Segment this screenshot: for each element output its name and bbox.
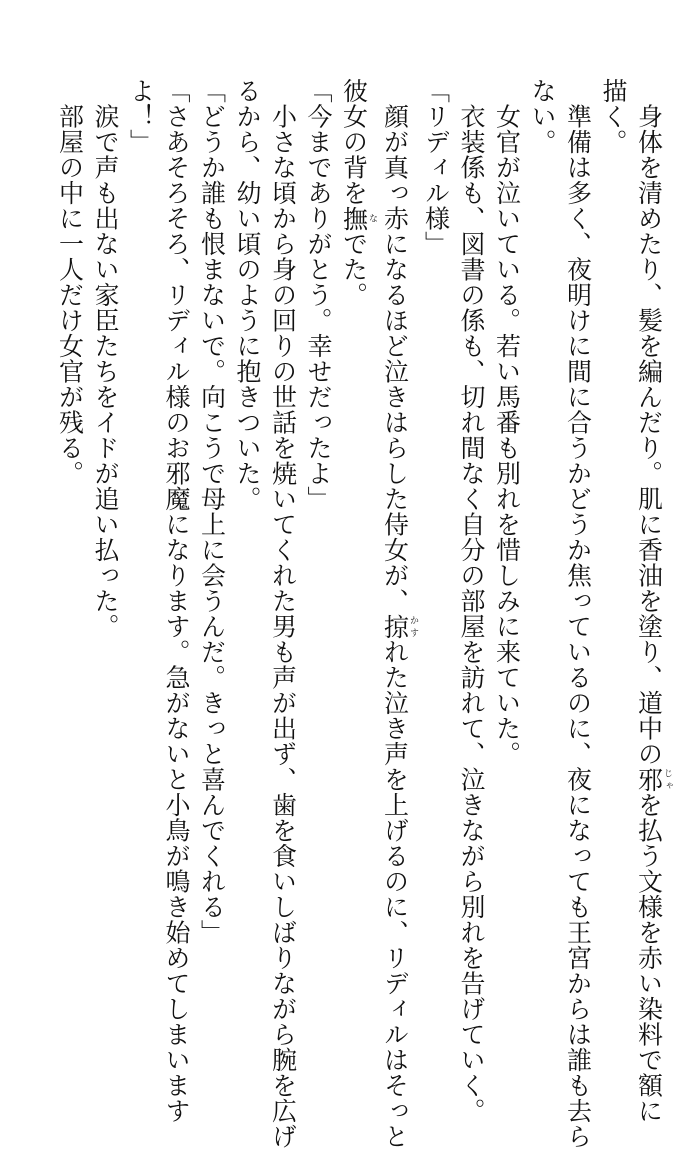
text-segment: でた。 bbox=[339, 231, 369, 308]
text-segment: れた泣き声を上げるのに、リディルはそっと bbox=[380, 639, 410, 1149]
text-line: ない。 bbox=[528, 78, 557, 155]
ruby-base: 邪 bbox=[634, 766, 664, 792]
text-line: 女官が泣いている。若い馬番も別れを惜しみに来ていた。 bbox=[492, 78, 522, 767]
ruby-base: 撫 bbox=[339, 205, 369, 231]
text-segment: を払う文様を赤い染料で額に bbox=[634, 792, 664, 1124]
ruby-kasu bbox=[380, 613, 418, 640]
text-line: 「リディル様」 bbox=[421, 78, 451, 257]
text-segment: 顔が真っ赤になるほど泣きはらした侍女が、 bbox=[380, 78, 410, 614]
text-line: 準備は多く、夜明けに間に合うかどうか焦っているのに、夜になっても王宮からは誰も去ら bbox=[563, 78, 593, 1149]
text-line: 描く。 bbox=[599, 78, 628, 155]
ruby-reading: かす bbox=[408, 613, 418, 639]
text-line: 部屋の中に一人だけ女官が残る。 bbox=[55, 78, 85, 486]
text-line: 小さな頃から身の回りの世話を焼いてくれた男も声が出ず、歯を食いしばりながら腕を広げ bbox=[268, 78, 298, 1149]
text-line: 「どうか誰も恨まないで。向こうで母上に会うんだ。きっと喜んでくれる」 bbox=[197, 78, 227, 945]
text-line: 「さあそろそろ、リディル様のお邪魔になります。急がないと小鳥が鳴き始めてしまいます bbox=[162, 78, 191, 1124]
ruby-base: 掠 bbox=[380, 613, 410, 639]
text-line: 衣装係も、図書の係も、切れ間なく自分の部屋を訪れて、泣きながら別れを告げていく。 bbox=[457, 78, 486, 1124]
text-line: るから、幼い頃のように抱きついた。 bbox=[233, 78, 262, 512]
text-line: 涙で声も出ない家臣たちをイドが追い払った。 bbox=[91, 78, 120, 639]
text-line bbox=[336, 78, 377, 978]
text-line: 「今までありがとう。幸せだったよ」 bbox=[304, 78, 333, 512]
vertical-text-body bbox=[52, 78, 672, 1149]
text-segment: 身体を清めたり、髪を編んだり。肌に香油を塗り、道中の bbox=[634, 78, 664, 767]
text-line bbox=[631, 78, 672, 1124]
ruby-reading: な bbox=[367, 205, 377, 231]
ruby-reading: じゃ bbox=[662, 766, 672, 792]
ruby-ja bbox=[634, 766, 672, 793]
ruby-na bbox=[339, 205, 377, 232]
text-segment: 彼女の背を bbox=[339, 78, 369, 206]
text-line: よ！」 bbox=[126, 78, 156, 155]
text-line bbox=[377, 78, 418, 1149]
